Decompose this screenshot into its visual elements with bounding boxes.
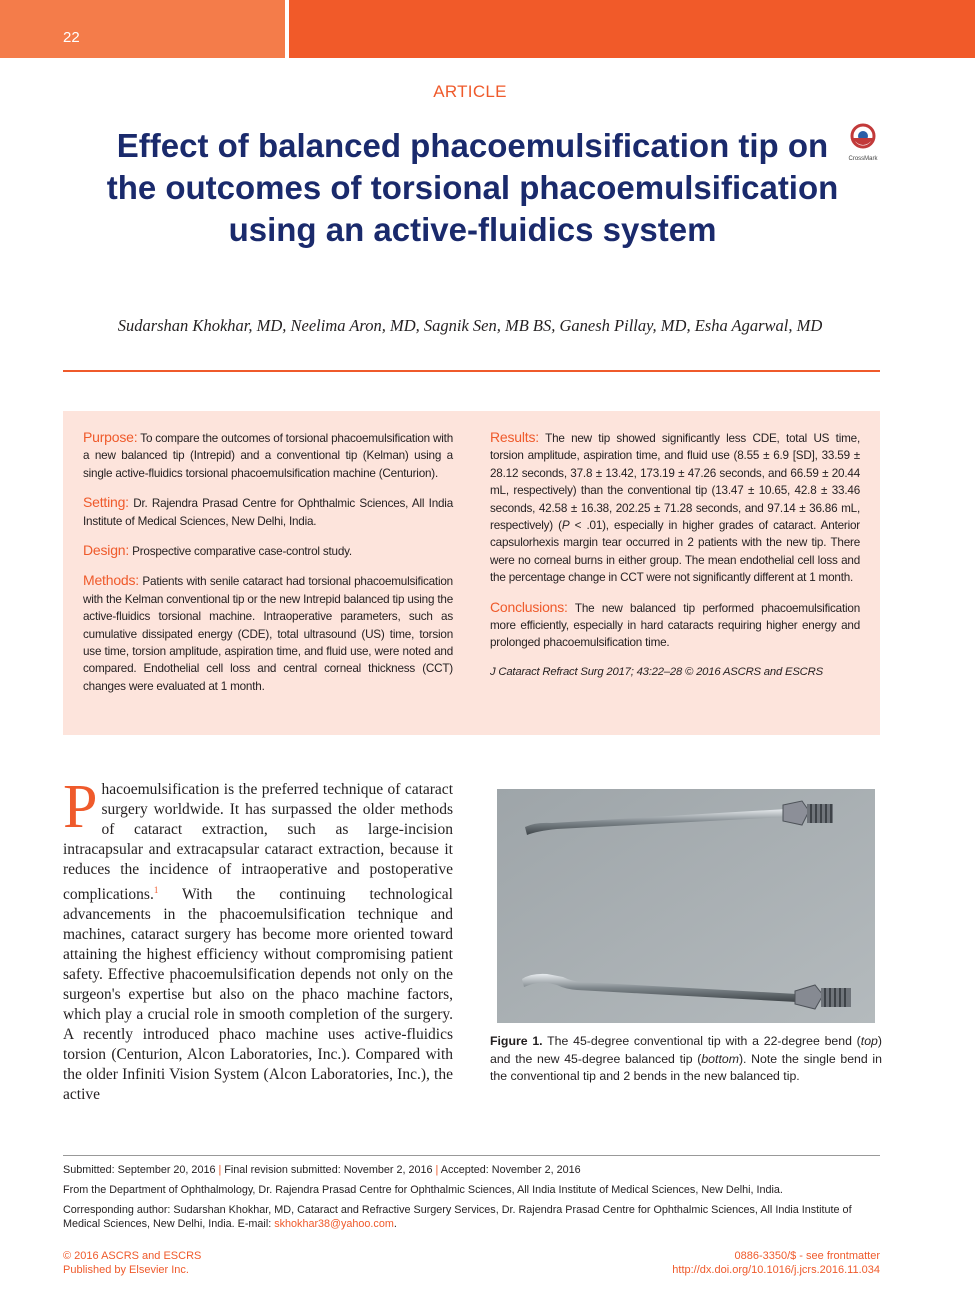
header-bar-left — [0, 0, 285, 58]
figure-label: Figure 1. — [490, 1034, 543, 1048]
author-list: Sudarshan Khokhar, MD, Neelima Aron, MD, Sagnik Sen, MB BS, Ganesh Pillay, MD, Esha Agarwal, MD — [117, 316, 823, 335]
setting-heading: Setting: — [83, 494, 129, 511]
accepted-date: Accepted: November 2, 2016 — [440, 1164, 581, 1176]
publisher: Published by Elsevier Inc. — [63, 1264, 189, 1276]
issn: 0886-3350/$ - see frontmatter — [734, 1250, 880, 1262]
separator: | — [218, 1164, 222, 1176]
figure-caption — [490, 1033, 882, 1086]
results-heading: Results: — [490, 429, 539, 445]
title-rule — [63, 370, 880, 372]
abstract-purpose — [83, 429, 453, 482]
crossmark-icon[interactable] — [843, 122, 883, 162]
caption-text-a: The 45-degree conventional tip with a 22-degree bend ( — [542, 1034, 861, 1048]
corresponding-end: . — [393, 1218, 397, 1230]
crossmark-label: CrossMark — [848, 156, 878, 162]
journal-citation: J Cataract Refract Surg 2017; 43:22–28 © 2016 ASCRS and ESCRS — [490, 665, 823, 678]
results-text-b: < .01), especially in higher grades of cataract. Anterior capsulorhexis margin tear occurred in 2 patients with the new tip. There were no corneal burns in either group. The mean endothelial cell loss and the percentage change in CCT were not significantly different at 1 month. — [490, 519, 860, 585]
separator: | — [435, 1164, 439, 1176]
article-title: Effect of balanced phacoemulsification tip on the outcomes of torsional phacoemulsification using an active-fluidics system — [106, 127, 839, 248]
abstract-right-column — [490, 429, 860, 693]
footnotes — [63, 1155, 880, 1237]
abstract-left-column — [83, 429, 453, 707]
caption-top: top — [860, 1034, 878, 1048]
purpose-heading: Purpose: — [83, 429, 138, 445]
affiliation: From the Department of Ophthalmology, Dr. Rajendra Prasad Centre for Ophthalmic Sciences, All India Institute of Medical Sciences, New Delhi, India. — [63, 1184, 783, 1196]
article-type: ARTICLE — [433, 82, 507, 101]
submitted-date: Submitted: September 20, 2016 — [63, 1164, 216, 1176]
copyright: © 2016 ASCRS and ESCRS — [63, 1250, 202, 1262]
email-link[interactable]: skhokhar38@yahoo.com — [274, 1218, 394, 1230]
footer-right — [672, 1249, 880, 1277]
methods-text: Patients with senile cataract had torsional phacoemulsification with the Kelman conventional tip or the new Intrepid balanced tip using the active-fluidics torsional machine. Intraoperative parameters, such as cumulative dissipated energy (CDE), total ultrasound (US) time, torsion use time, torsion amplitude, aspiration time, and fluid use, were noted and compared. Endothelial cell loss and central corneal thickness (CCT) changes were evaluated at 1 month. — [83, 575, 453, 693]
conclusions-text: The new balanced tip performed phacoemulsification more efficiently, especially in hard cataracts requiring higher energy and prolonged phacoemulsification time. — [490, 601, 860, 650]
caption-text-b: ) and the new 45-degree balanced tip ( — [490, 1034, 882, 1066]
footer-left — [63, 1249, 201, 1277]
purpose-text: To compare the outcomes of torsional phacoemulsification with a new balanced tip (Intrepid) and a conventional tip (Kelman) using a single active-fluidics torsional phacoemulsification machine (Centurion). — [83, 432, 453, 480]
page-number: 22 — [63, 29, 80, 46]
abstract-box — [63, 411, 880, 735]
abstract-results — [490, 429, 860, 587]
design-text: Prospective comparative case-control study. — [132, 545, 352, 559]
body-paragraph — [63, 773, 453, 1105]
corresponding-text: Corresponding author: Sudarshan Khokhar, MD, Cataract and Refractive Surgery Services, Dr. Rajendra Prasad Centre for Ophthalmic Sciences, All India Institute of Medical Sciences, New Delhi, India. E-mail: — [63, 1204, 852, 1230]
submission-dates — [63, 1163, 880, 1177]
conclusions-heading: Conclusions: — [490, 598, 568, 615]
abstract-conclusions — [490, 599, 860, 652]
figure-image — [497, 789, 875, 1023]
abstract-methods — [83, 572, 453, 695]
abstract-setting — [83, 494, 453, 530]
drop-cap: P — [63, 773, 98, 841]
header-bar-right — [289, 0, 975, 58]
abstract-design — [83, 542, 453, 560]
design-heading: Design: — [83, 542, 130, 559]
doi-link[interactable]: http://dx.doi.org/10.1016/j.jcrs.2016.11.034 — [672, 1264, 880, 1276]
caption-bottom: bottom — [701, 1051, 739, 1066]
setting-text: Dr. Rajendra Prasad Centre for Ophthalmic Sciences, All India Institute of Medical Sciences, New Delhi, India. — [83, 497, 453, 528]
body-text-a: hacoemulsification is the preferred technique of cataract surgery worldwide. It has surpassed the older methods of cataract extraction, such as large-incision intracapsular and extracapsular cataract extraction, because it reduces the incidence of intraoperative and postoperative complications. — [63, 781, 453, 904]
methods-heading: Methods: — [83, 572, 139, 589]
results-p-symbol: P — [561, 519, 570, 533]
reference-link[interactable]: 1 — [153, 885, 159, 895]
caption-text-c: ). Note the single bend in the conventional tip and 2 bends in the new balanced tip. — [490, 1051, 882, 1083]
header-bar — [0, 0, 975, 58]
results-text-a: The new tip showed significantly less CDE, total US time, torsion amplitude, aspiration time, and fluid use (8.55 ± 6.9 [SD], 33.59 ± 28.12 seconds, 37.8 ± 13.42, 173.19 ± 47.26 seconds, and 66.59 ± 20.44 mL, respectively) than the conventional tip (13.47 ± 10.65, 42.8 ± 33.46 seconds, 42.58 ± 16.38, 202.25 ± 71.28 seconds, and 97.14 ± 36.86 mL, respectively) ( — [490, 432, 860, 533]
revised-date: Final revision submitted: November 2, 2016 — [224, 1164, 433, 1176]
body-text-b: With the continuing technological advancements in the phacoemulsification technique and machines, cataract surgery has become more oriented toward attaining the highest efficiency without compromising patient safety. Effective phacoemulsification depends not only on the surgeon's expertise but also on the phaco machine factors, which play a crucial role in smooth completion of the surgery. A recently introduced phaco machine uses active-fluidics torsion (Centurion, Alcon Laboratories, Inc.). Compared with the older Infiniti Vision System (Alcon Laboratories, Inc.), the active — [63, 886, 453, 1104]
corresponding-author — [63, 1203, 880, 1231]
